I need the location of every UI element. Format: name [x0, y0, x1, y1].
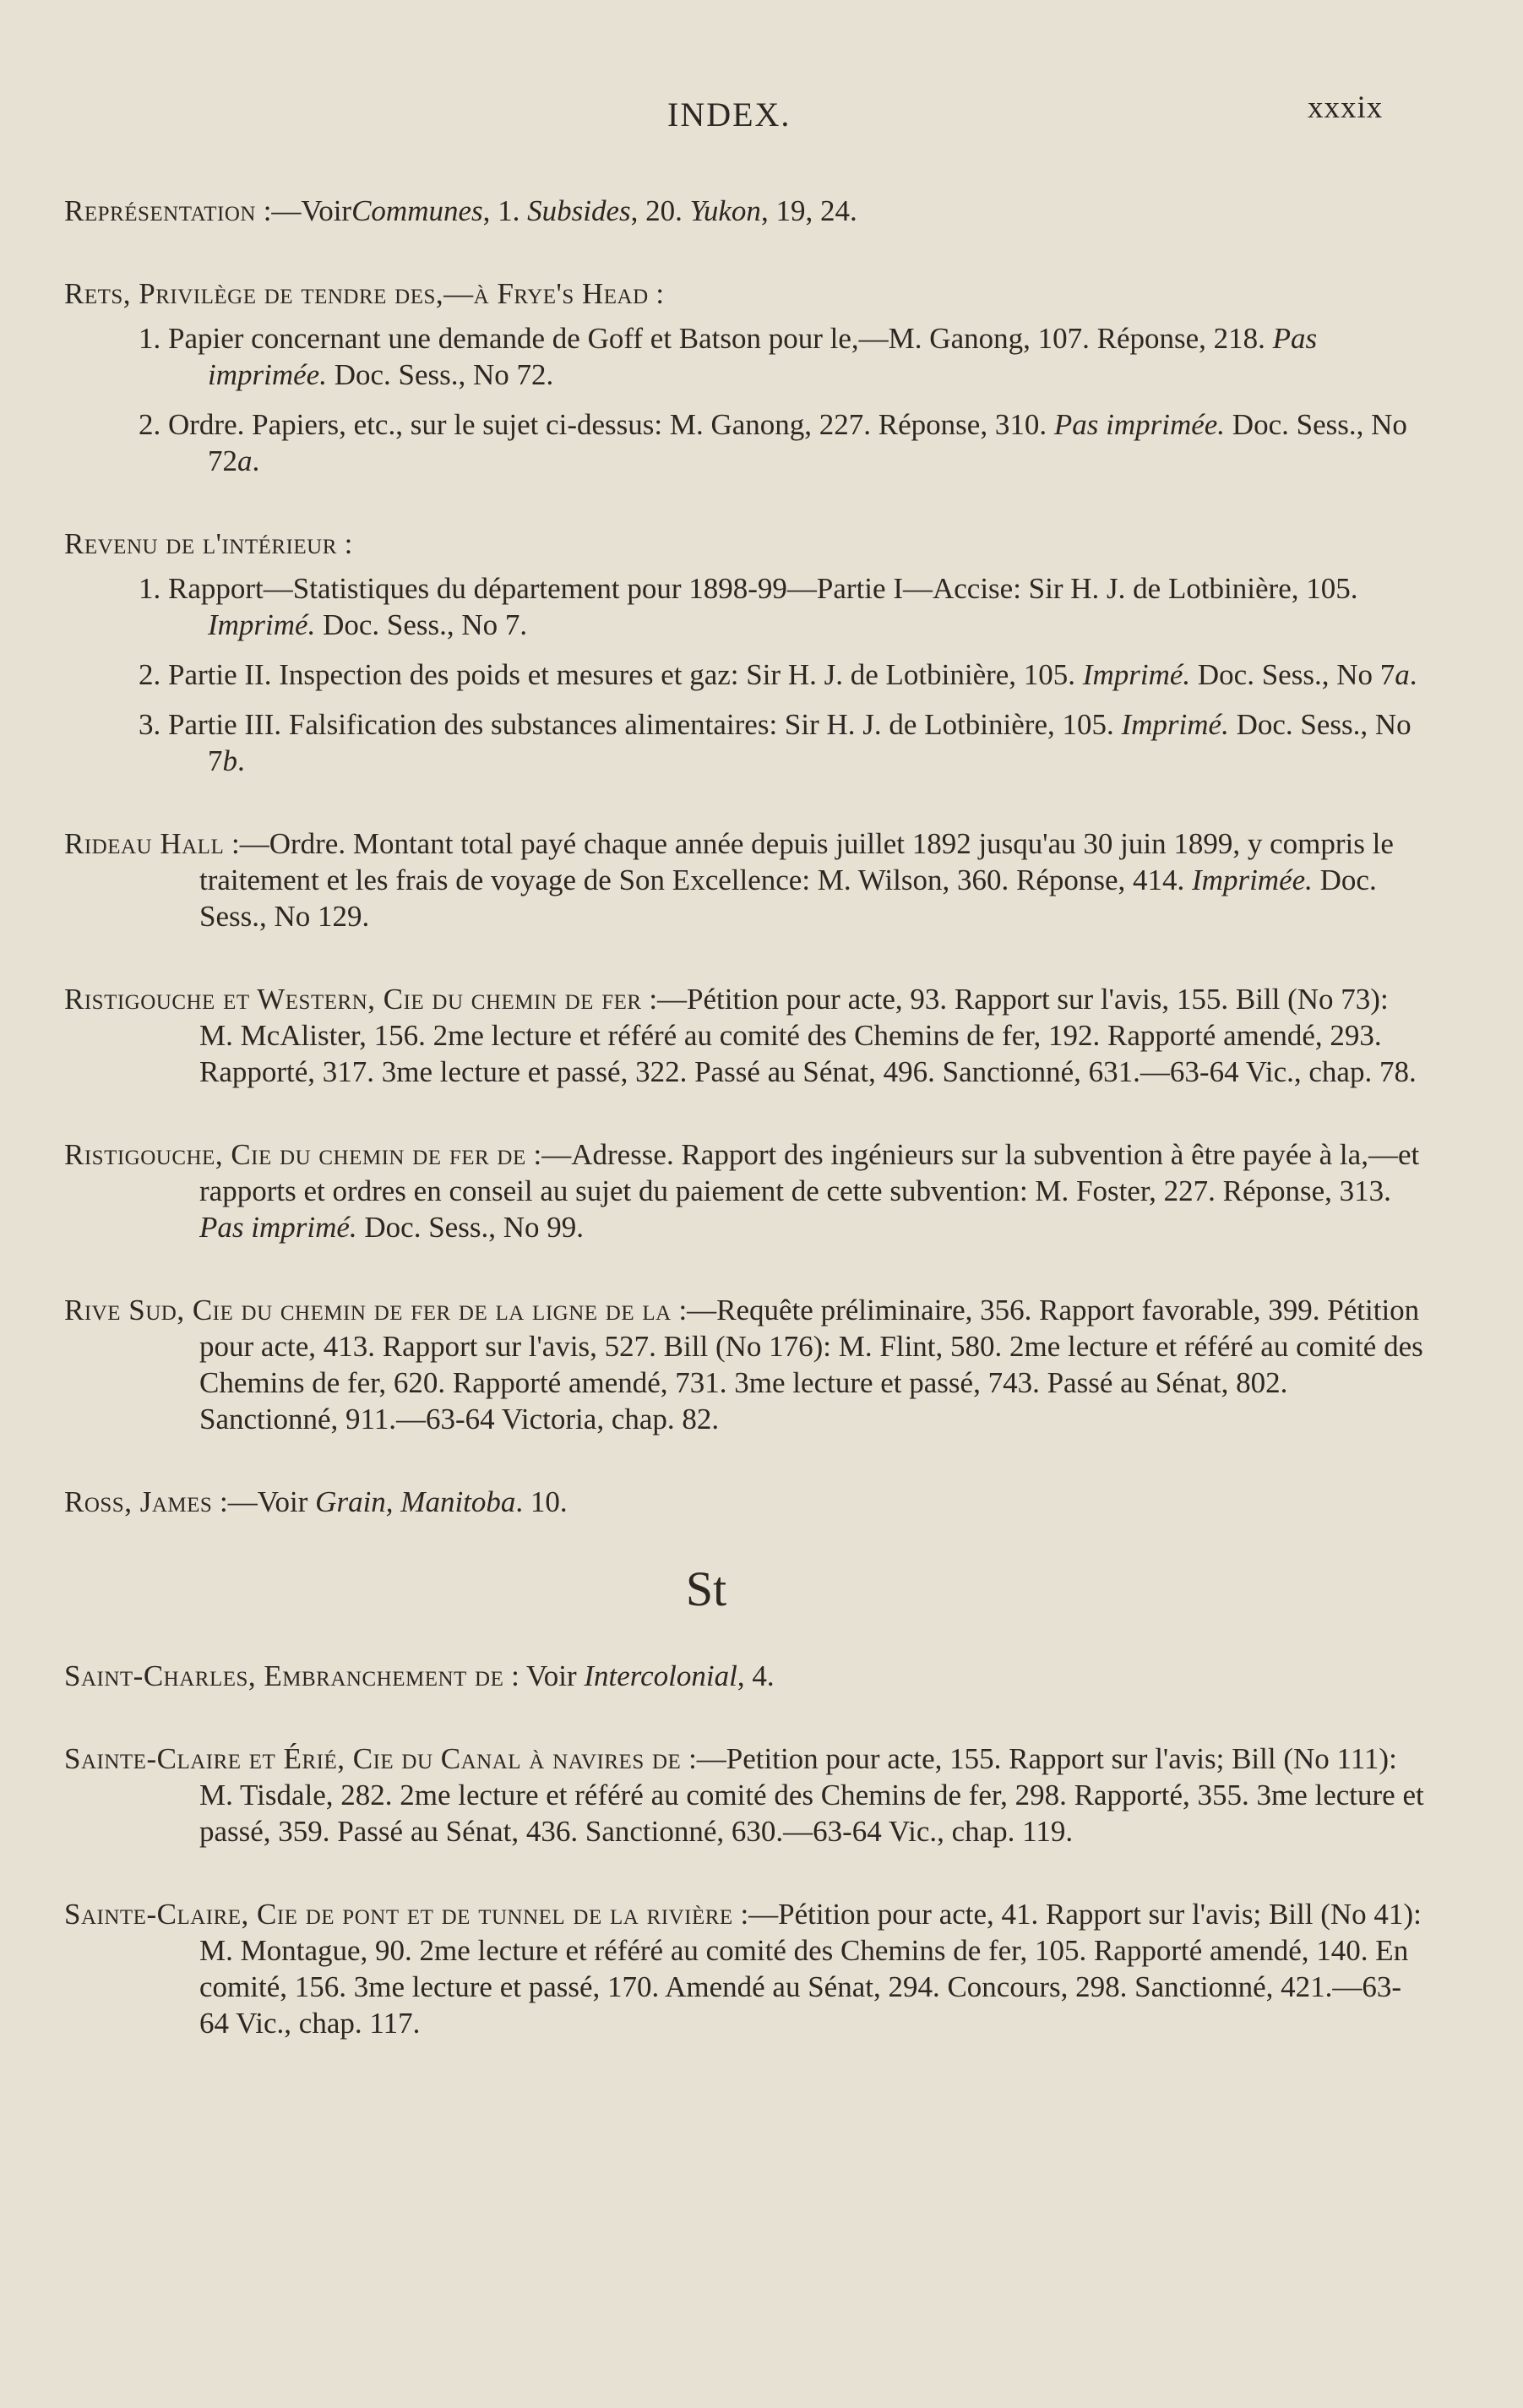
entry-heading: Ristigouche, Cie du chemin de fer de: [64, 1138, 526, 1171]
entry-text: :—Pétition pour acte, 41. Rapport sur l'avis; Bill (No 41): M. Montague, 90. 2me lecture et référé au comité des Chemins de fer, 105. Rapporté amendé, 140. En comité, 156. 3me lecture et passé, 170. Amendé au Sénat, 294. Concours, 298. Sanctionné, 421.—63-64 Vic., chap. 117.: [199, 1898, 1422, 2040]
index-entry: [64, 1292, 1424, 1437]
entry-subitem: 3. Partie III. Falsification des substances alimentaires: Sir H. J. de Lotbinière, 105. Imprimé. Doc. Sess., No 7b.: [139, 708, 1411, 777]
page-title: INDEX.: [667, 95, 791, 133]
subitem-number: 1.: [139, 572, 161, 605]
entry-text: :: [655, 277, 665, 310]
index-entry: [64, 275, 1424, 479]
italic-text: Pas imprimée.: [208, 322, 1318, 391]
entry-text: :—Pétition pour acte, 93. Rapport sur l'avis, 155. Bill (No 73): M. McAlister, 156. 2me lecture et référé au comité des Chemins de fer, 192. Rapporté amendé, 293. Rapporté, 317. 3me lecture et passé, 322. Passé au Sénat, 496. Sanctionné, 631.—63-64 Vic., chap. 78.: [199, 983, 1417, 1088]
entry-text: :—Requête préliminaire, 356. Rapport favorable, 399. Pétition pour acte, 413. Rapport sur l'avis, 527. Bill (No 176): M. Flint, 580. 2me lecture et référé au comité des Chemins de fer, 620. Rapporté amendé, 731. 3me lecture et passé, 743. Passé au Sénat, 802. Sanctionné, 911.—63-64 Victoria, chap. 82.: [199, 1294, 1423, 1436]
index-entry: [64, 981, 1424, 1090]
entry-text: :—Ordre. Montant total payé chaque année depuis juillet 1892 jusqu'au 30 juin 1899, y compris le traitement et les frais de voyage de Son Excellence: M. Wilson, 360. Réponse, 414.: [199, 827, 1394, 896]
subitem-number: 2.: [139, 658, 161, 691]
entry-heading: Revenu de l'intérieur: [64, 527, 337, 560]
entry-text: :—Voir: [220, 1485, 308, 1518]
entry-subitem: 1. Rapport—Statistiques du département pour 1898-99—Partie I—Accise: Sir H. J. de Lotbinière, 105. Imprimé. Doc. Sess., No 7.: [139, 572, 1358, 641]
subitem-number: 2.: [139, 408, 161, 441]
entry-text: :—Voir: [263, 194, 352, 227]
index-entry: Représentation :—VoirCommunes, 1. Subsides, 20. Yukon, 19, 24.: [64, 194, 857, 227]
italic-text: Intercolonial: [584, 1659, 737, 1692]
index-entry: [64, 1741, 1424, 1850]
italic-text: Yukon: [689, 194, 761, 227]
italic-text: Pas imprimé.: [199, 1211, 357, 1244]
italic-text: Grain, Manitoba: [315, 1485, 516, 1518]
italic-text: b: [222, 744, 237, 777]
italic-text: a: [237, 444, 253, 477]
index-body: [64, 193, 1424, 2088]
entry-heading: Rideau Hall: [64, 827, 225, 860]
entry-text: :: [344, 527, 353, 560]
index-entry: [64, 526, 1424, 779]
italic-text: Imprimée.: [1192, 864, 1313, 896]
entry-heading: Ristigouche et Western, Cie du chemin de fer: [64, 983, 642, 1016]
entry-heading: Rets, Privilège de tendre des,—à Frye's Head: [64, 277, 649, 310]
subitem-number: 3.: [139, 708, 161, 741]
index-entry: [64, 1896, 1424, 2041]
entry-subitem: 2. Ordre. Papiers, etc., sur le sujet ci-dessus: M. Ganong, 227. Réponse, 310. Pas imprimée. Doc. Sess., No 72a.: [139, 408, 1407, 477]
entry-heading: Rive Sud, Cie du chemin de fer de la ligne de la: [64, 1294, 672, 1327]
index-entry: Ristigouche, Cie du chemin de fer de :—Adresse. Rapport des ingénieurs sur la subvention à être payée à la,—et rapports et ordres en conseil au sujet du paiement de cette subvention: M. Foster, 227. Réponse, 313. Pas imprimé. Doc. Sess., No 99.: [64, 1138, 1420, 1244]
italic-text: Imprimé.: [1121, 708, 1229, 741]
entry-heading: Représentation: [64, 194, 256, 227]
index-entry: Rideau Hall :—Ordre. Montant total payé chaque année depuis juillet 1892 jusqu'au 30 juin 1899, y compris le traitement et les frais de voyage de Son Excellence: M. Wilson, 360. Réponse, 414. Imprimée. Doc. Sess., No 129.: [64, 827, 1394, 933]
index-entry: Ross, James :—Voir Grain, Manitoba. 10.: [64, 1485, 568, 1518]
entry-text: :—Petition pour acte, 155. Rapport sur l'avis; Bill (No 111): M. Tisdale, 282. 2me lecture et référé au comité des Chemins de fer, 298. Rapporté, 355. 3me lecture et passé, 359. Passé au Sénat, 436. Sanctionné, 630.—63-64 Vic., chap. 119.: [199, 1742, 1424, 1848]
index-entries-r: [64, 193, 1424, 1520]
entry-subitem: 2. Partie II. Inspection des poids et mesures et gaz: Sir H. J. de Lotbinière, 105. Imprimé. Doc. Sess., No 7a.: [139, 658, 1417, 691]
italic-text: Imprimé.: [208, 608, 316, 641]
italic-text: Communes: [351, 194, 483, 227]
subitem-number: 1.: [139, 322, 161, 355]
entry-heading: Saint-Charles, Embranchement de: [64, 1659, 504, 1692]
page-number: xxxix: [1308, 90, 1384, 125]
entry-heading: Sainte-Claire, Cie de pont et de tunnel de la rivière: [64, 1898, 733, 1931]
italic-text: a: [1395, 658, 1410, 691]
italic-text: Imprimé.: [1082, 658, 1191, 691]
entry-text: : Voir: [511, 1659, 577, 1692]
entry-subitem: 1. Papier concernant une demande de Goff et Batson pour le,—M. Ganong, 107. Réponse, 218. Pas imprimée. Doc. Sess., No 72.: [139, 322, 1318, 391]
italic-text: Subsides: [527, 194, 631, 227]
running-head: [0, 90, 1523, 145]
italic-text: Pas imprimée.: [1053, 408, 1226, 441]
entry-heading: Sainte-Claire et Érié, Cie du Canal à navires de: [64, 1742, 682, 1775]
index-entry: Saint-Charles, Embranchement de : Voir Intercolonial, 4.: [64, 1659, 775, 1692]
index-entries-st: [64, 1658, 1424, 2041]
section-letter: St: [685, 1561, 727, 1616]
entry-heading: Ross, James: [64, 1485, 213, 1518]
entry-text: :—Adresse. Rapport des ingénieurs sur la subvention à être payée à la,—et rapports et ordres en conseil au sujet du paiement de cette subvention: M. Foster, 227. Réponse, 313.: [199, 1138, 1420, 1207]
